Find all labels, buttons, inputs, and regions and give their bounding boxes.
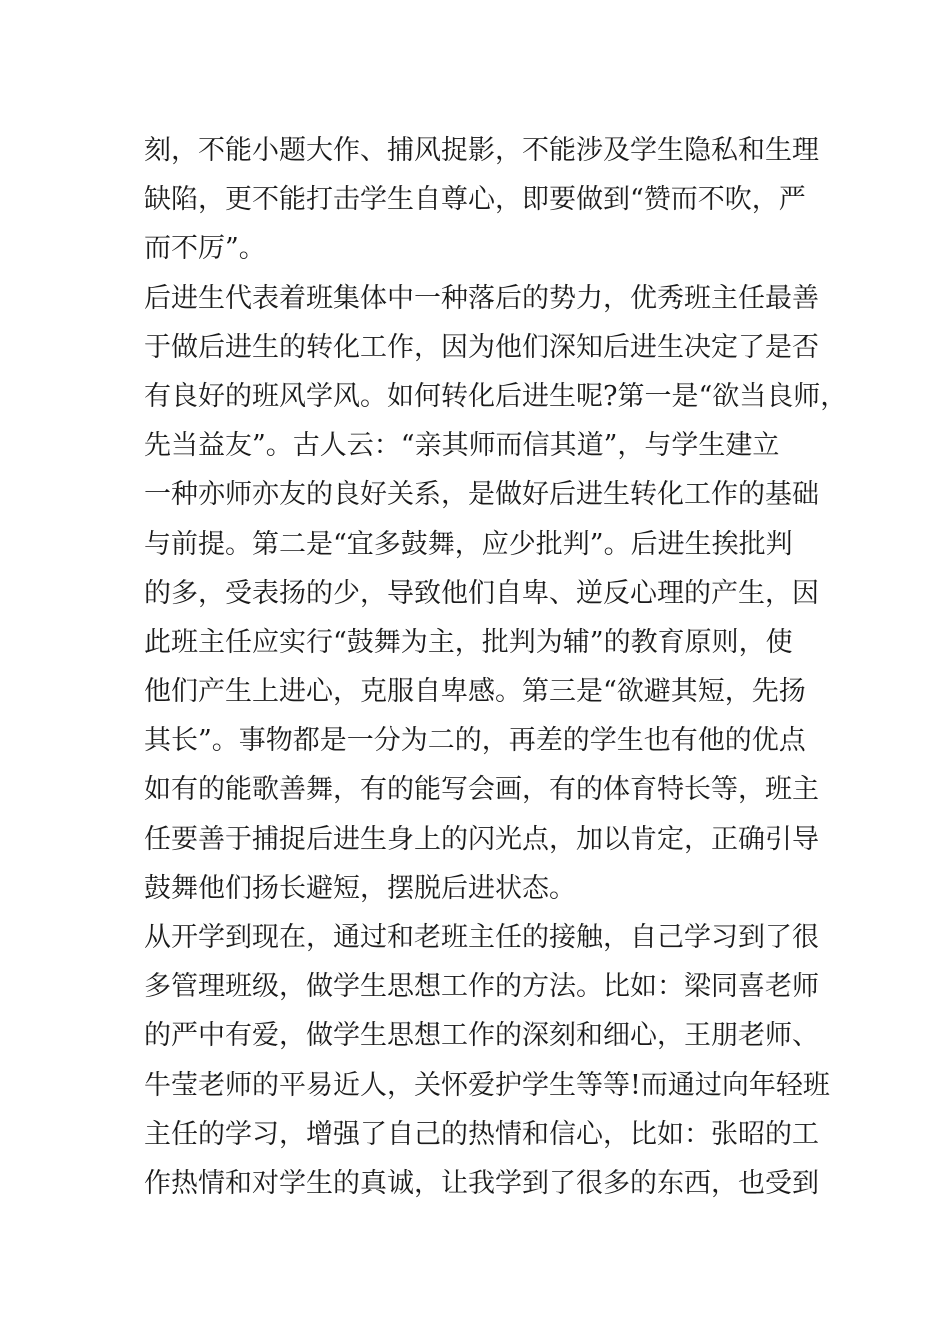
text-line: 多管理班级，做学生思想工作的方法。比如：梁同喜老师 [144, 971, 819, 1003]
text-line: 鼓舞他们扬长避短，摆脱后进状态。 [144, 872, 576, 904]
text-line: 其长”。事物都是一分为二的，再差的学生也有他的优点 [144, 725, 806, 757]
text-line: 与前提。第二是“宜多鼓舞，应少批判”。后进生挨批判 [144, 528, 793, 560]
text-line: 后进生代表着班集体中一种落后的势力，优秀班主任最善 [144, 282, 819, 314]
text-line: 他们产生上进心，克服自卑感。第三是“欲避其短，先扬 [144, 676, 806, 708]
text-line: 牛莹老师的平易近人，关怀爱护学生等等!而通过向年轻班 [144, 1069, 830, 1101]
text-line: 任要善于捕捉后进生身上的闪光点，加以肯定，正确引导 [144, 823, 819, 855]
text-line: 主任的学习，增强了自己的热情和信心，比如：张昭的工 [144, 1118, 819, 1150]
text-line: 有良好的班风学风。如何转化后进生呢?第一是“欲当良师， [144, 380, 848, 412]
text-line: 先当益友”。古人云：“亲其师而信其道”，与学生建立 [144, 430, 780, 462]
text-line: 一种亦师亦友的良好关系，是做好后进生转化工作的基础 [144, 479, 819, 511]
text-line: 作热情和对学生的真诚，让我学到了很多的东西，也受到 [144, 1167, 819, 1199]
text-line: 的严中有爱，做学生思想工作的深刻和细心，王朋老师、 [144, 1020, 819, 1052]
text-line: 的多，受表扬的少，导致他们自卑、逆反心理的产生，因 [144, 577, 819, 609]
text-line: 此班主任应实行“鼓舞为主，批判为辅”的教育原则，使 [144, 626, 793, 658]
text-line: 于做后进生的转化工作，因为他们深知后进生决定了是否 [144, 331, 819, 363]
text-line: 如有的能歌善舞，有的能写会画，有的体育特长等，班主 [144, 774, 819, 806]
text-line: 刻，不能小题大作、捕风捉影，不能涉及学生隐私和生理 [144, 135, 819, 166]
document-body [144, 126, 848, 1208]
text-line: 缺陷，更不能打击学生自尊心，即要做到“赞而不吹，严 [144, 184, 806, 216]
text-line: 从开学到现在，通过和老班主任的接触，自己学习到了很 [144, 922, 819, 953]
text-line: 而不厉”。 [144, 233, 266, 265]
